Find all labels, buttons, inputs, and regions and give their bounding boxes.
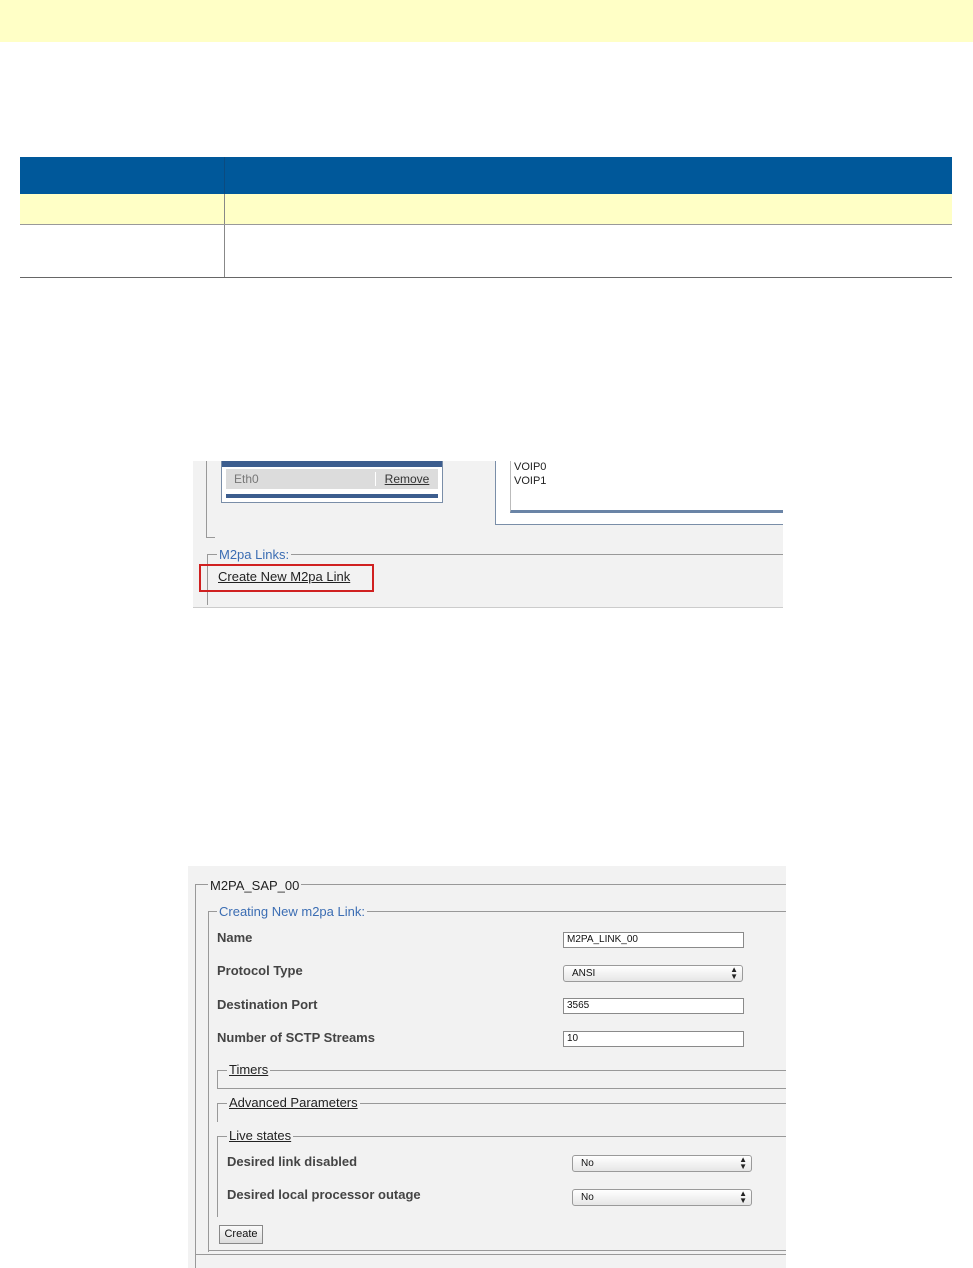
table-header-row [20,157,952,194]
name-input[interactable]: M2PA_LINK_00 [563,932,744,948]
create-new-m2pa-link[interactable]: Create New M2pa Link [218,569,351,584]
select-arrows-icon: ▲ ▼ [739,1155,747,1171]
select-arrows-icon: ▲ ▼ [739,1189,747,1205]
processor-outage-label: Desired local processor outage [227,1187,421,1202]
page-header-band [0,0,973,42]
frame-border [206,461,215,538]
sctp-streams-input[interactable]: 10 [563,1031,744,1047]
name-label: Name [217,930,253,945]
processor-outage-select[interactable] [572,1189,752,1206]
protocol-type-value: ANSI [572,968,596,979]
select-arrows-icon: ▲ ▼ [730,965,738,981]
table-row [20,194,952,225]
live-states-toggle[interactable]: Live states [229,1128,292,1143]
link-disabled-select[interactable] [572,1155,752,1172]
interface-listbox[interactable] [495,461,783,525]
list-item[interactable]: VOIP1 [514,475,547,487]
list-item[interactable]: VOIP0 [514,461,547,473]
processor-outage-value: No [581,1192,594,1203]
link-disabled-value: No [581,1158,594,1169]
interface-table [221,461,443,503]
protocol-type-label: Protocol Type [217,963,303,978]
table-row [20,225,952,278]
screenshot-create-m2pa-link [188,866,786,1268]
m2pa-links-legend: M2pa Links: [219,547,290,562]
link-disabled-label: Desired link disabled [227,1154,358,1169]
sap-title: M2PA_SAP_00 [210,878,300,893]
destination-port-label: Destination Port [217,997,318,1012]
create-link-legend: Creating New m2pa Link: [219,904,365,919]
timers-fieldset [217,1070,786,1089]
destination-port-input[interactable]: 3565 [563,998,744,1014]
create-button[interactable]: Create [219,1225,263,1244]
timers-toggle[interactable]: Timers [229,1062,269,1077]
protocol-type-select[interactable] [563,965,743,982]
highlight-box [199,564,374,592]
parameter-table [20,157,952,278]
interface-name: Eth0 [234,472,259,486]
sctp-streams-label: Number of SCTP Streams [217,1030,375,1045]
remove-link[interactable]: Remove [375,472,438,486]
table-row [226,469,438,489]
advanced-parameters-toggle[interactable]: Advanced Parameters [229,1095,358,1110]
